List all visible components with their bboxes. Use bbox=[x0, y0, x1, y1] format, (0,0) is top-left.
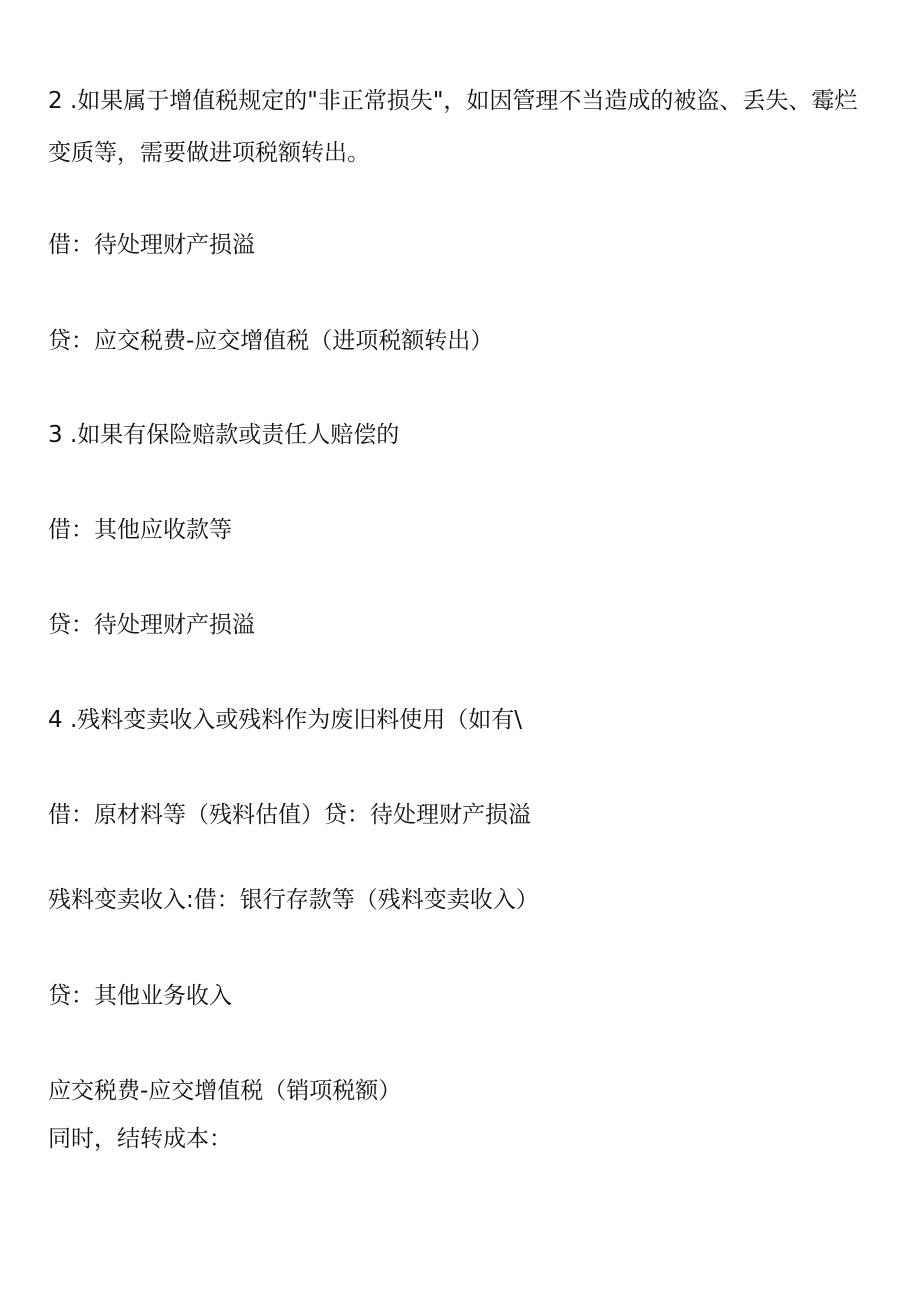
journal-debit-line: 借：其他应收款等 bbox=[48, 517, 232, 543]
paragraph-4-heading: 4 .残料变卖收入或残料作为废旧料使用（如有\ bbox=[48, 707, 523, 733]
paragraph-2-line-1: 2 .如果属于增值税规定的"非正常损失"，如因管理不当造成的被盗、丢失、霉烂 bbox=[48, 88, 858, 114]
closing-line: 同时，结转成本： bbox=[48, 1126, 232, 1152]
paragraph-2-line-2: 变质等，需要做进项税额转出。 bbox=[48, 140, 370, 166]
paragraph-3-heading: 3 .如果有保险赔款或责任人赔偿的 bbox=[48, 422, 400, 448]
journal-credit-line: 应交税费-应交增值税（销项税额） bbox=[48, 1078, 402, 1104]
journal-entry-line: 借：原材料等（残料估值）贷：待处理财产损溢 bbox=[48, 802, 531, 828]
journal-credit-line: 贷：待处理财产损溢 bbox=[48, 612, 255, 638]
journal-entry-line: 残料变卖收入:借：银行存款等（残料变卖收入） bbox=[48, 887, 539, 913]
journal-debit-line: 借：待处理财产损溢 bbox=[48, 232, 255, 258]
journal-credit-line: 贷：应交税费-应交增值税（进项税额转出） bbox=[48, 328, 494, 354]
journal-credit-line: 贷：其他业务收入 bbox=[48, 983, 232, 1009]
